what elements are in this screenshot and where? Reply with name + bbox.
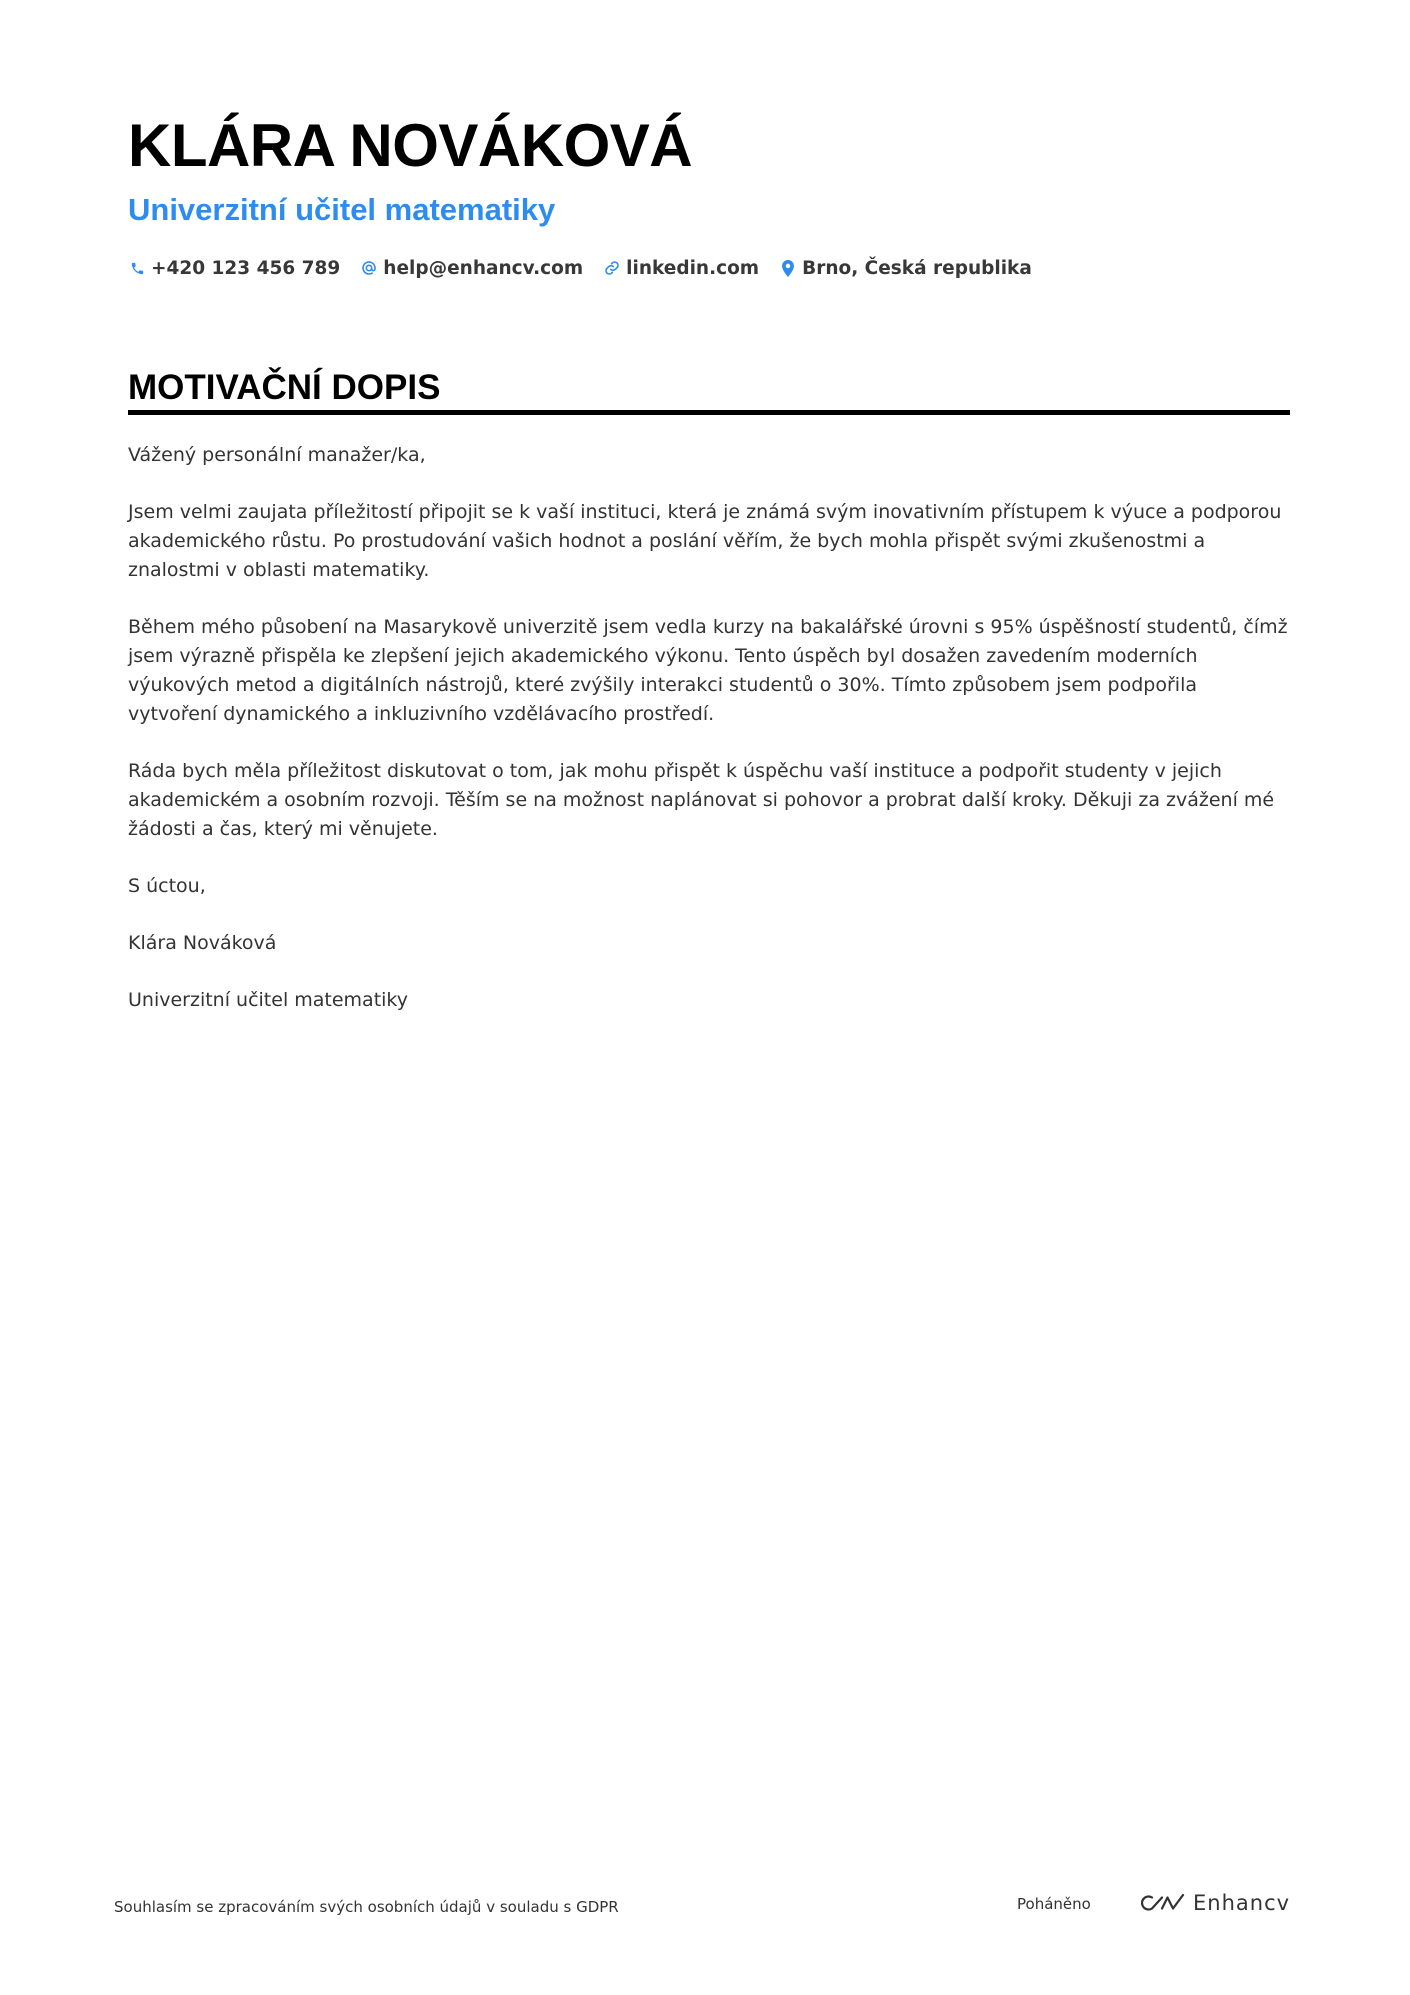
job-title: Univerzitní učitel matematiky xyxy=(128,192,556,227)
candidate-name: KLÁRA NOVÁKOVÁ xyxy=(128,112,693,179)
letter-paragraph: Jsem velmi zaujata příležitostí připojit se k vaší instituci, která je známá svým inovativním přístupem k výuce a podporou akademického růstu. Po prostudování vašich hodnot a poslání věřím, že bych mohla přispět svými zkušenostmi a znalostmi v oblasti matematiky. xyxy=(128,501,1282,581)
phone-icon xyxy=(128,259,146,277)
contact-location xyxy=(779,258,1032,279)
contact-email-text: help@enhancv.com xyxy=(383,257,584,279)
section-title: MOTIVAČNÍ DOPIS xyxy=(128,368,441,407)
contact-location-text: Brno, Česká republika xyxy=(802,257,1032,279)
contact-email[interactable] xyxy=(360,258,583,279)
gdpr-note: Souhlasím se zpracováním svých osobních údajů v souladu s GDPR xyxy=(114,1898,619,1916)
letter-paragraph: Během mého působení na Masarykově univerzitě jsem vedla kurzy na bakalářské úrovni s 95% úspěšností studentů, čímž jsem výrazně přispěla ke zlepšení jejich akademického výkonu. Tento úspěch byl dosažen zavedením moderních výukových metod a digitálních nástrojů, které zvýšily interakci studentů o 30%. Tímto způsobem jsem podpořila vytvoření dynamického a inkluzivního vzdělávacího prostředí. xyxy=(128,616,1288,725)
location-pin-icon xyxy=(779,259,797,277)
enhancv-brand[interactable] xyxy=(1139,1888,1290,1918)
at-icon xyxy=(360,259,378,277)
signature-title: Univerzitní učitel matematiky xyxy=(128,989,408,1011)
letter-closing: S úctou, xyxy=(128,875,206,897)
link-icon xyxy=(603,259,621,277)
contact-linkedin[interactable] xyxy=(603,258,759,279)
contact-bar xyxy=(128,254,1052,282)
letter-paragraph: Ráda bych měla příležitost diskutovat o tom, jak mohu přispět k úspěchu vaší instituce a podpořit studenty v jejich akademickém a osobním rozvoji. Těším se na možnost naplánovat si pohovor a probrat další kroky. Děkuji za zvážení mé žádosti a čas, který mi věnujete. xyxy=(128,760,1275,840)
signature-name: Klára Nováková xyxy=(128,932,277,954)
section-divider xyxy=(128,410,1290,415)
letter-greeting: Vážený personální manažer/ka, xyxy=(128,444,426,466)
powered-by-label: Poháněno xyxy=(1017,1895,1091,1913)
enhancv-brand-name: Enhancv xyxy=(1193,1891,1291,1915)
contact-linkedin-text: linkedin.com xyxy=(626,257,760,279)
letter-body xyxy=(128,441,1290,1043)
contact-phone[interactable] xyxy=(128,258,340,279)
contact-phone-text: +420 123 456 789 xyxy=(151,257,341,279)
enhancv-logo-icon xyxy=(1139,1891,1185,1915)
